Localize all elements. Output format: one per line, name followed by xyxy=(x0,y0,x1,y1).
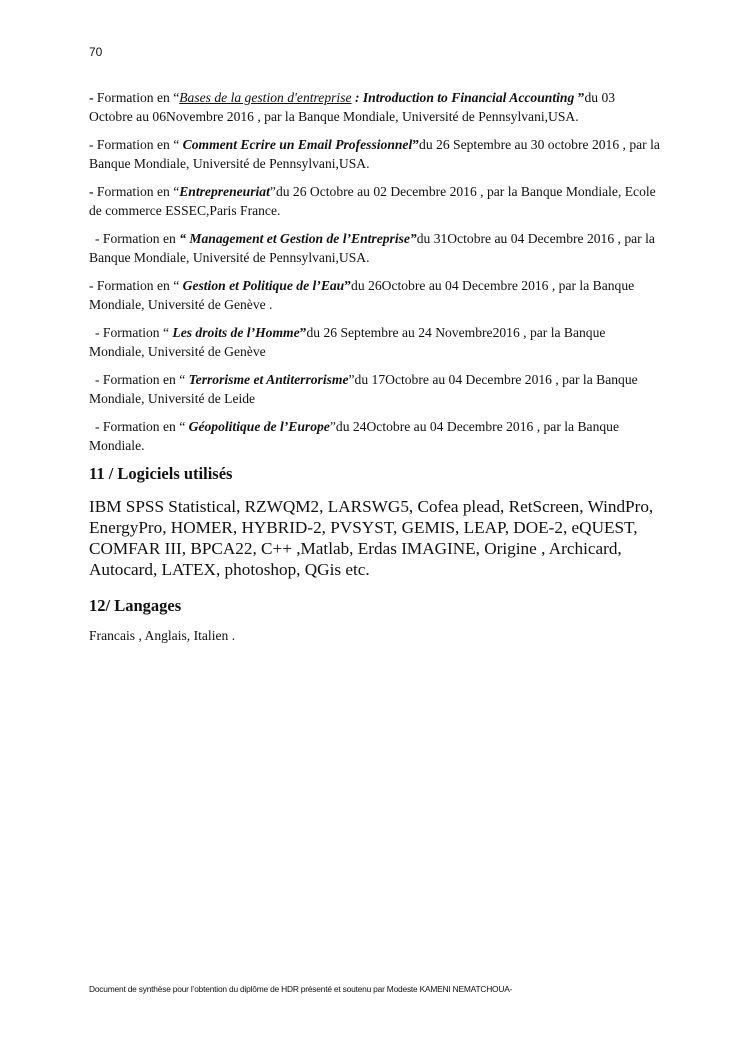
entry-prefix: Formation en “ xyxy=(93,184,180,199)
entry-dash: - xyxy=(89,90,94,105)
entry-prefix: - Formation en “ xyxy=(89,278,183,293)
entry-quote-close: ” xyxy=(329,419,336,434)
training-entry xyxy=(89,88,661,126)
entry-details: du 24Octobre au 04 Decembre 2016 , par la Banque Mondiale. xyxy=(89,419,619,453)
training-entry xyxy=(89,182,661,220)
training-entry xyxy=(89,229,661,267)
entry-title: Géopolitique de l’Europe xyxy=(188,419,330,434)
entry-quote-close: ” xyxy=(412,137,420,152)
entry-title: Comment Ecrire un Email Professionnel xyxy=(179,137,413,152)
section-heading-languages: 12/ Langages xyxy=(89,596,182,615)
entry-quote-close: ” xyxy=(577,90,585,105)
entry-details: du 26 Septembre au 24 Novembre2016 , par la Banque Mondiale, Université de Genève xyxy=(89,325,606,359)
entry-prefix: - Formation en xyxy=(95,231,180,246)
entry-details: du 17Octobre au 04 Decembre 2016 , par la Banque Mondiale, Université de Leide xyxy=(89,372,638,406)
entry-title: Gestion et Politique de l’Eau xyxy=(182,278,345,293)
training-entry xyxy=(89,276,661,314)
entry-title-underlined: Bases de la gestion d'entreprise xyxy=(179,90,352,105)
entry-details: du 26 Octobre au 02 Decembre 2016 , par la Banque Mondiale, Ecole de commerce ESSEC,Paris France. xyxy=(89,184,656,218)
entry-prefix: - Formation “ xyxy=(95,325,173,340)
training-entry xyxy=(89,370,661,408)
page-number: 70 xyxy=(89,45,103,59)
entry-details: du 31Octobre au 04 Decembre 2016 , par la Banque Mondiale, Université de Pennsylvani,USA. xyxy=(89,231,655,265)
entry-prefix: - Formation en “ xyxy=(89,137,180,152)
page-footer: Document de synthèse pour l’obtention du diplôme de HDR présenté et soutenu par Modeste KAMENI NEMATCHOUA- xyxy=(89,984,513,994)
entry-title: Entrepreneuriat xyxy=(179,184,270,199)
training-entry xyxy=(89,417,661,455)
section-heading-software: 11 / Logiciels utilisés xyxy=(89,464,233,483)
entry-title: Les droits de l’Homme xyxy=(172,325,300,340)
entry-quote-close: ” xyxy=(299,325,307,340)
entry-title: “ Management et Gestion de l’Entreprise” xyxy=(179,231,417,246)
software-list: IBM SPSS Statistical, RZWQM2, LARSWG5, Cofea plead, RetScreen, WindPro, EnergyPro, HOMER, HYBRID-2, PVSYST, GEMIS, LEAP, DOE-2, eQUEST, COMFAR III, BPCA22, C++ ,Matlab, Erdas IMAGINE, Origine , Archicard, Autocard, LATEX, photoshop, QGis etc. xyxy=(89,497,654,579)
languages-list: Francais , Anglais, Italien . xyxy=(89,628,236,643)
entry-dash: - xyxy=(89,184,94,199)
entry-quote-close: ” xyxy=(348,372,355,387)
entry-quote-close: ” xyxy=(344,278,352,293)
entry-details: du 26 Septembre au 30 octobre 2016 , par la Banque Mondiale, Université de Pennsylvani,USA. xyxy=(89,137,660,171)
entry-prefix: - Formation en “ xyxy=(95,419,189,434)
entry-details: du 26Octobre au 04 Decembre 2016 , par la Banque Mondiale, Université de Genève . xyxy=(89,278,635,312)
entry-quote-close: ” xyxy=(269,184,276,199)
training-entry xyxy=(89,323,661,361)
entry-prefix: Formation en “ xyxy=(93,90,180,105)
entry-details: du 03 Octobre au 06Novembre 2016 , par la Banque Mondiale, Université de Pennsylvani,USA. xyxy=(89,90,616,124)
entry-title: : Introduction to Financial Accounting xyxy=(351,90,578,105)
entry-prefix: - Formation en “ xyxy=(95,372,189,387)
entry-title: Terrorisme et Antiterrorisme xyxy=(188,372,349,387)
training-entry xyxy=(89,135,661,173)
document-body xyxy=(89,88,661,644)
